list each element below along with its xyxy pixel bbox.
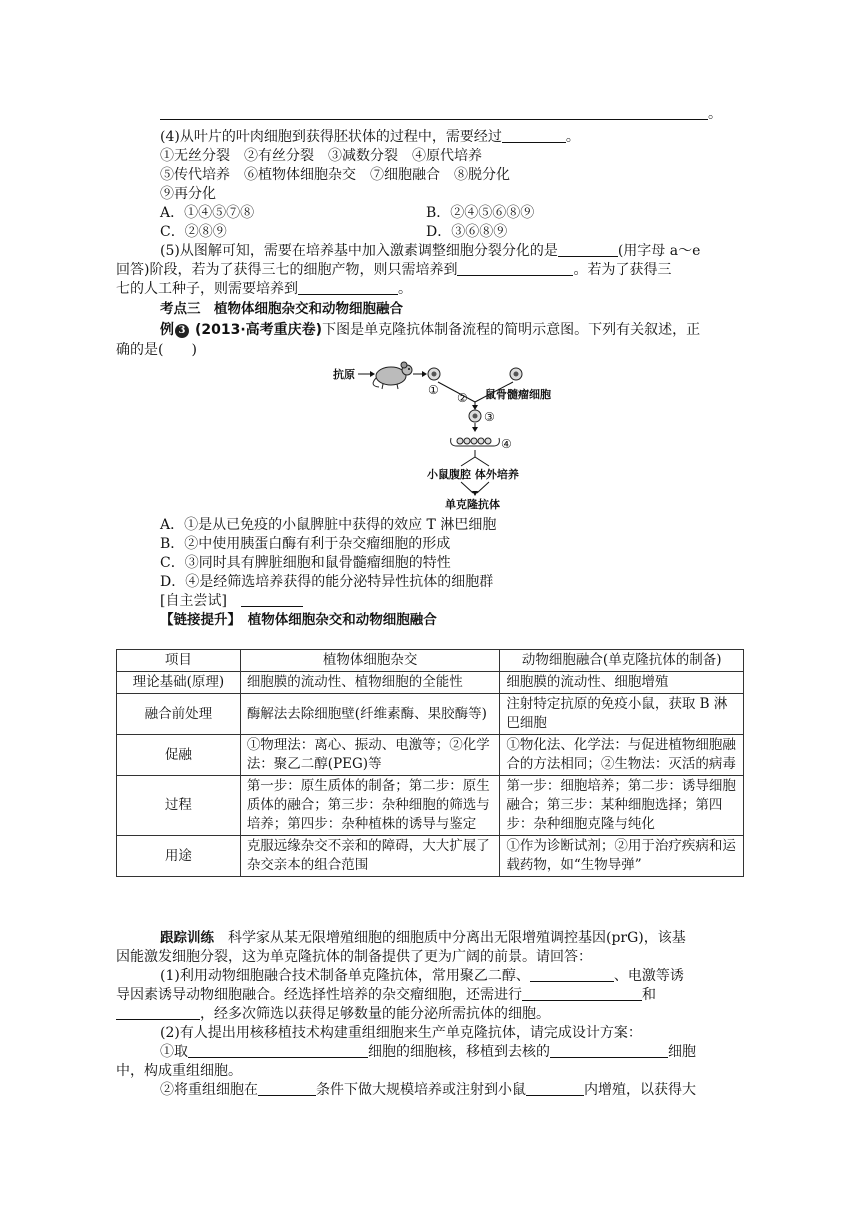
- monoclonal-antibody-diagram: [333, 360, 573, 510]
- blank: [550, 1043, 668, 1058]
- q4-option-b: B．②④⑤⑥⑧⑨: [426, 205, 535, 221]
- q2-text: 内增殖，以获得大: [584, 1082, 696, 1098]
- training-line-2: 因能激发细胞分裂，这为单克隆抗体的制备提供了更为广阔的前景。请回答：: [116, 949, 592, 965]
- link-heading: [160, 610, 437, 630]
- q4-stem-text: (4)从叶片的叶肉细胞到获得胚状体的过程中，需要经过: [160, 129, 502, 145]
- link-title: 植物体细胞杂交和动物细胞融合: [247, 612, 437, 628]
- blank: [558, 242, 618, 257]
- q2-text: 细胞: [668, 1044, 696, 1060]
- table-row: [117, 735, 744, 776]
- blank: [526, 1081, 584, 1096]
- blank: [258, 1081, 316, 1096]
- step-1-label: ①: [428, 383, 439, 397]
- table-cell: 融合前处理: [117, 694, 241, 735]
- q1-text: (1)利用动物细胞融合技术制备单克隆抗体，常用聚乙二醇、: [160, 968, 530, 984]
- q5-text: 回答)阶段，若为了获得三七的细胞产物，则只需培养到: [116, 262, 458, 278]
- myeloma-label: 鼠骨髓瘤细胞: [485, 388, 551, 401]
- q5-text: (用字母 a～e: [617, 243, 701, 259]
- example-option-d: D．④是经筛选培养获得的能分泌特异性抗体的细胞群: [160, 574, 494, 590]
- step-4-label: ④: [501, 437, 512, 451]
- table-cell: ①物化法、化学法：与促进植物细胞融合的方法相同；②生物法：灭活的病毒: [500, 735, 744, 776]
- culture-label: 小鼠腹腔 体外培养: [427, 468, 519, 481]
- table-row: [117, 672, 744, 694]
- table-row: [117, 836, 744, 877]
- table-cell: ①作为诊断试剂；②用于治疗疾病和运载药物，如“生物导弹”: [500, 836, 744, 877]
- table-cell: 细胞膜的流动性、植物细胞的全能性: [240, 672, 500, 694]
- example-3-stem-2: 确的是( ): [116, 342, 197, 358]
- training-label: 跟踪训练: [160, 930, 214, 946]
- example-option-c: C．③同时具有脾脏细胞和鼠骨髓瘤细胞的特性: [160, 555, 451, 571]
- table-cell: 注射特定抗原的免疫小鼠，获取 B 淋巴细胞: [500, 694, 744, 735]
- training-q1-line-1: [160, 966, 684, 986]
- step-3-label: ③: [484, 410, 495, 424]
- table-header-cell: 动物细胞融合(单克隆抗体的制备): [500, 650, 744, 672]
- table-cell: 理论基础(原理): [117, 672, 241, 694]
- q2-text: ①取: [160, 1044, 188, 1060]
- training-q2-a-line-2: 中，构成重组细胞。: [116, 1063, 242, 1079]
- antigen-label: 抗原: [333, 368, 355, 381]
- q2-text: 条件下做大规模培养或注射到小鼠: [316, 1082, 526, 1098]
- q5-text: 。若为了获得三: [573, 262, 672, 278]
- table-cell: 过程: [117, 776, 241, 836]
- q1-text: ，经多次筛选以获得足够数量的能分泌所需抗体的细胞。: [200, 1006, 550, 1022]
- myeloma-cell-icon: [510, 368, 522, 380]
- training-q1-line-2: [116, 985, 656, 1005]
- spleen-cell-icon: [428, 368, 440, 380]
- table-cell: 用途: [117, 836, 241, 877]
- q5-line-3: [116, 279, 412, 299]
- table-header-cell: 植物体细胞杂交: [240, 650, 500, 672]
- blank: [188, 1043, 368, 1058]
- training-q2-b-line-1: [160, 1080, 696, 1100]
- table-row: [117, 694, 744, 735]
- blank: [160, 105, 708, 120]
- q4-items-1: ①无丝分裂 ②有丝分裂 ③减数分裂 ④原代培养: [160, 148, 482, 164]
- example-label: 例: [160, 322, 174, 338]
- self-try: [160, 591, 303, 611]
- training-q1-line-3: [116, 1004, 550, 1024]
- step-2-label: ②: [457, 391, 468, 405]
- table-header-cell: 项目: [117, 650, 241, 672]
- q5-text: (5)从图解可知，需要在培养基中加入激素调整细胞分裂分化的是: [160, 243, 558, 259]
- q5-text: 七的人工种子，则需要培养到: [116, 281, 298, 297]
- q1-text: 、电激等诱: [613, 968, 684, 984]
- q2-text: 细胞的细胞核，移植到去核的: [368, 1044, 550, 1060]
- section-title: 考点三 植物体细胞杂交和动物细胞融合: [160, 301, 403, 317]
- hybridoma-cell-icon: [469, 410, 481, 422]
- example-source: (2013·高考重庆卷): [195, 322, 323, 338]
- q1-text: 和: [642, 987, 656, 1003]
- punct: 。: [708, 106, 722, 122]
- q4-items-2: ⑤传代培养 ⑥植物体细胞杂交 ⑦细胞融合 ⑧脱分化: [160, 167, 510, 183]
- mouse-icon: [373, 362, 412, 389]
- example-number: 3: [175, 324, 189, 338]
- q5-text: 。: [398, 281, 412, 297]
- example-text: 下图是单克隆抗体制备流程的简明示意图。下列有关叙述，正: [322, 322, 701, 338]
- blank: [522, 986, 642, 1001]
- comparison-table: [116, 649, 744, 877]
- blank: [241, 592, 303, 607]
- table-cell: 促融: [117, 735, 241, 776]
- q5-line-1: [160, 241, 700, 261]
- blank: [457, 261, 573, 276]
- training-q2-line-1: (2)有人提出用核移植技术构建重组细胞来生产单克隆抗体，请完成设计方案：: [160, 1025, 642, 1041]
- q4-option-d: D．③⑥⑧⑨: [426, 224, 508, 240]
- link-tag: 【链接提升】: [160, 612, 235, 628]
- blank: [530, 967, 614, 982]
- table-row: [117, 776, 744, 836]
- q4-stem-end: 。: [565, 129, 580, 145]
- q5-line-2: [116, 260, 671, 280]
- training-q2-a-line-1: [160, 1042, 696, 1062]
- self-try-label: [自主尝试]: [160, 593, 227, 609]
- table-cell: 克服远缘杂交不亲和的障碍，大大扩展了杂交亲本的组合范围: [240, 836, 500, 877]
- answer-line-top: [160, 104, 722, 124]
- q4-option-a: A．①④⑤⑦⑧: [160, 205, 255, 221]
- table-cell: 酶解法去除细胞壁(纤维素酶、果胶酶等): [240, 694, 500, 735]
- q2-text: ②将重组细胞在: [160, 1082, 258, 1098]
- example-option-a: A．①是从已免疫的小鼠脾脏中获得的效应 T 淋巴细胞: [160, 517, 497, 533]
- table-cell: 第一步：原生质体的制备；第二步：原生质体的融合；第三步：杂种细胞的筛选与培养；第四步：杂种植株的诱导与鉴定: [240, 776, 500, 836]
- table-header-row: [117, 650, 744, 672]
- example-option-b: B．②中使用胰蛋白酶有利于杂交瘤细胞的形成: [160, 536, 451, 552]
- q4-option-c: C．②⑧⑨: [160, 224, 227, 240]
- training-text: 科学家从某无限增殖细胞的细胞质中分离出无限增殖调控基因(prG)，该基: [214, 930, 686, 946]
- blank: [116, 1005, 200, 1020]
- table-cell: 细胞膜的流动性、细胞增殖: [500, 672, 744, 694]
- example-3-stem: [160, 320, 700, 340]
- antibody-label: 单克隆抗体: [445, 498, 500, 510]
- table-cell: ①物理法：离心、振动、电激等；②化学法：聚乙二醇(PEG)等: [240, 735, 500, 776]
- q1-text: 导因素诱导动物细胞融合。经选择性培养的杂交瘤细胞，还需进行: [116, 987, 522, 1003]
- cell-group-icon: [451, 438, 500, 446]
- blank: [502, 128, 566, 143]
- table-cell: 第一步：细胞培养；第二步：诱导细胞融合；第三步：某种细胞选择；第四步：杂种细胞克隆与纯化: [500, 776, 744, 836]
- q4-stem: [160, 127, 580, 147]
- training-line-1: [160, 928, 686, 948]
- q4-items-3: ⑨再分化: [160, 186, 216, 202]
- blank: [298, 280, 398, 295]
